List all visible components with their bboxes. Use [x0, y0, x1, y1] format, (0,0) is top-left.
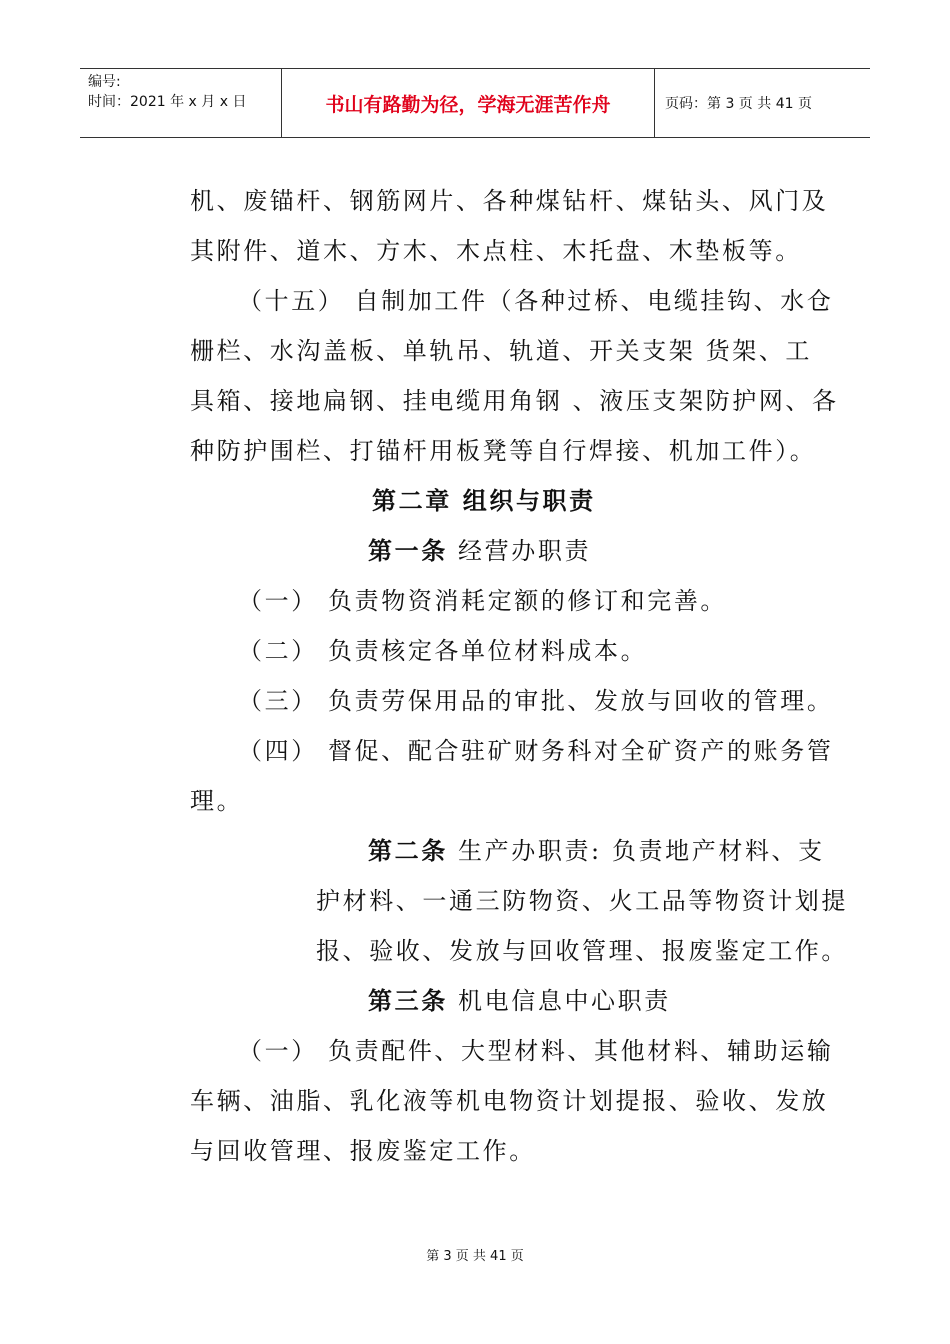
body-line: 具箱、接地扁钢、挂电缆用角钢 、液压支架防护网、各	[190, 387, 839, 415]
article-3-number: 第三条	[368, 986, 448, 1015]
page-footer: 第 3 页 共 41 页	[426, 1249, 524, 1264]
body-line: 与回收管理、报废鉴定工作。	[190, 1137, 536, 1165]
article-2	[368, 836, 825, 866]
article-1-title: 经营办职责	[458, 537, 592, 565]
page-header	[80, 68, 870, 138]
body-line: 栅栏、水沟盖板、单轨吊、轨道、开关支架 货架、工	[190, 337, 813, 365]
body-line: （一） 负责物资消耗定额的修订和完善。	[238, 587, 728, 615]
number-label: 编号:	[88, 74, 121, 90]
body-line: 护材料、一通三防物资、火工品等物资计划提	[316, 887, 848, 915]
article-1	[368, 536, 591, 566]
body-line: 理。	[190, 787, 244, 815]
body-line: 机、废锚杆、钢筋网片、各种煤钻杆、煤钻头、风门及	[190, 187, 829, 215]
body-line: 其附件、道木、方木、木点柱、木托盘、木垫板等。	[190, 237, 802, 265]
body-line: （一） 负责配件、大型材料、其他材料、辅助运输	[238, 1037, 834, 1065]
article-3	[368, 986, 671, 1016]
chapter-heading: 第二章 组织与职责	[372, 486, 596, 515]
article-2-number: 第二条	[368, 836, 448, 865]
article-2-text: 生产办职责: 负责地产材料、支	[458, 837, 825, 865]
body-line: （二） 负责核定各单位材料成本。	[238, 637, 648, 665]
header-motto: 书山有路勤为径，学海无涯苦作舟	[282, 69, 655, 137]
body-line: 车辆、油脂、乳化液等机电物资计划提报、验收、发放	[190, 1087, 829, 1115]
body-line: 种防护围栏、打锚杆用板凳等自行焊接、机加工件）。	[190, 437, 817, 465]
article-1-number: 第一条	[368, 536, 448, 565]
body-line: 报、验收、发放与回收管理、报废鉴定工作。	[316, 937, 848, 965]
body-line: （十五） 自制加工件（各种过桥、电缆挂钩、水仓	[238, 287, 834, 315]
body-line: （三） 负责劳保用品的审批、发放与回收的管理。	[238, 687, 834, 715]
header-page-label: 页码：第 3 页 共 41 页	[665, 96, 812, 112]
header-meta	[80, 69, 282, 137]
body-line: （四） 督促、配合驻矿财务科对全矿资产的账务管	[238, 737, 834, 765]
article-3-title: 机电信息中心职责	[458, 987, 671, 1015]
time-label: 时间：2021 年 x 月 x 日	[88, 94, 247, 110]
